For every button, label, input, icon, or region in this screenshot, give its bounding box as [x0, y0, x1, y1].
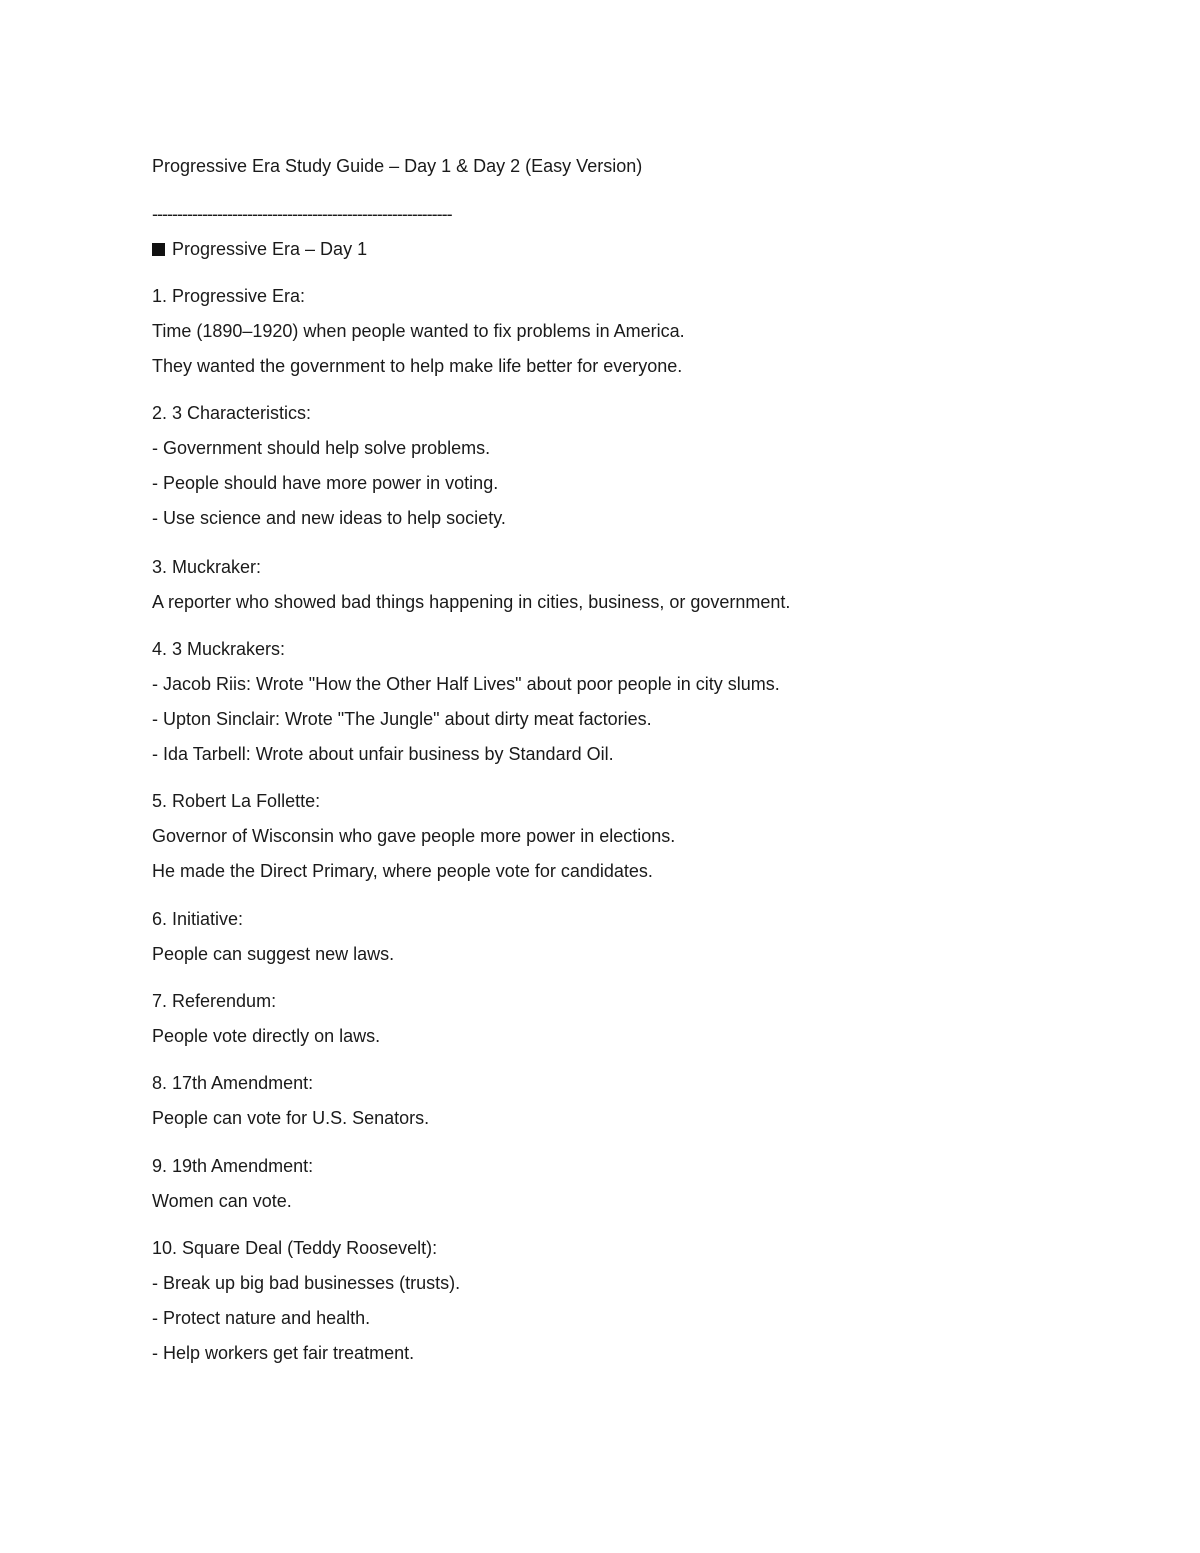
- item-heading: 7. Referendum:: [152, 991, 277, 1011]
- item-line: - People should have more power in voting.: [152, 473, 499, 493]
- item-line: He made the Direct Primary, where people vote for candidates.: [152, 861, 653, 881]
- item-line: - Help workers get fair treatment.: [152, 1343, 415, 1363]
- item-line: Time (1890–1920) when people wanted to fix problems in America.: [152, 321, 685, 341]
- item-line: People vote directly on laws.: [152, 1026, 381, 1046]
- item-heading: 2. 3 Characteristics:: [152, 403, 312, 423]
- divider: ------------------------------------------------------------: [152, 204, 452, 224]
- item-heading: 1. Progressive Era:: [152, 286, 306, 306]
- item-line: - Upton Sinclair: Wrote "The Jungle" about dirty meat factories.: [152, 709, 652, 729]
- item-heading: 3. Muckraker:: [152, 557, 262, 577]
- section-heading: [152, 238, 367, 260]
- item-line: - Break up big bad businesses (trusts).: [152, 1273, 461, 1293]
- item-line: Women can vote.: [152, 1191, 292, 1211]
- item-heading: 5. Robert La Follette:: [152, 791, 321, 811]
- item-line: - Use science and new ideas to help society.: [152, 508, 506, 528]
- item-line: Governor of Wisconsin who gave people more power in elections.: [152, 826, 676, 846]
- document-title: Progressive Era Study Guide – Day 1 & Day 2 (Easy Version): [152, 156, 643, 176]
- item-heading: 9. 19th Amendment:: [152, 1156, 314, 1176]
- item-line: They wanted the government to help make life better for everyone.: [152, 356, 683, 376]
- item-line: - Government should help solve problems.: [152, 438, 491, 458]
- item-heading: 8. 17th Amendment:: [152, 1073, 314, 1093]
- item-line: People can vote for U.S. Senators.: [152, 1108, 430, 1128]
- item-line: People can suggest new laws.: [152, 944, 395, 964]
- item-line: - Protect nature and health.: [152, 1308, 371, 1328]
- black-square-bullet-icon: [152, 243, 165, 256]
- item-line: A reporter who showed bad things happening in cities, business, or government.: [152, 592, 791, 612]
- item-heading: 4. 3 Muckrakers:: [152, 639, 286, 659]
- item-heading: 6. Initiative:: [152, 909, 244, 929]
- item-line: - Jacob Riis: Wrote "How the Other Half Lives" about poor people in city slums.: [152, 674, 780, 694]
- section-heading-text: Progressive Era – Day 1: [172, 239, 368, 259]
- item-heading: 10. Square Deal (Teddy Roosevelt):: [152, 1238, 438, 1258]
- item-line: - Ida Tarbell: Wrote about unfair business by Standard Oil.: [152, 744, 614, 764]
